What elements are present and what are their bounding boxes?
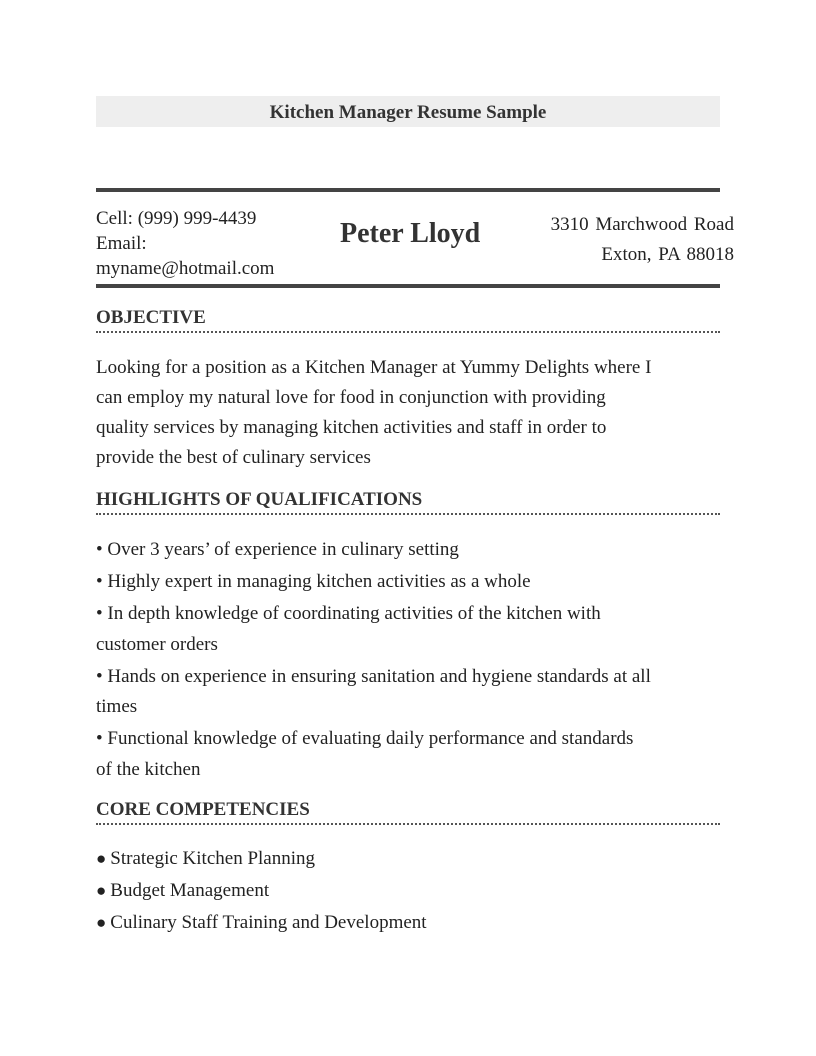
applicant-name: Peter Lloyd: [340, 218, 481, 249]
qualification-continuation: customer orders: [96, 633, 218, 655]
email-label: Email:: [96, 233, 147, 254]
qualification-item: • Highly expert in managing kitchen activities as a whole: [96, 571, 531, 592]
competency-label: Budget Management: [110, 880, 270, 901]
objective-heading: OBJECTIVE: [96, 307, 720, 333]
bullet-icon: ●: [96, 849, 107, 868]
competencies-list: [96, 844, 720, 939]
objective-text: [96, 353, 708, 473]
objective-line: quality services by managing kitchen activities and staff in order to: [96, 417, 607, 438]
header-bottom-rule: [96, 284, 720, 288]
bullet-icon: ●: [96, 881, 107, 900]
competency-item: [96, 876, 720, 907]
qualification-item: • In depth knowledge of coordinating activities of the kitchen with: [96, 603, 601, 624]
objective-line: Looking for a position as a Kitchen Manager at Yummy Delights where I: [96, 357, 652, 378]
email-address: myname@hotmail.com: [96, 258, 275, 279]
competency-item: [96, 908, 720, 939]
competency-label: Strategic Kitchen Planning: [110, 848, 316, 869]
qualifications-list: [96, 535, 720, 785]
objective-line: provide the best of culinary services: [96, 447, 371, 468]
header-top-rule: [96, 188, 720, 192]
cell-phone: Cell: (999) 999-4439: [96, 208, 257, 229]
contact-info: [96, 206, 326, 281]
competency-item: [96, 844, 720, 875]
competency-label: Culinary Staff Training and Development: [110, 912, 427, 933]
qualification-continuation: of the kitchen: [96, 758, 201, 780]
qualification-continuation: times: [96, 696, 138, 717]
address-line-2: Exton, PA 88018: [601, 244, 734, 265]
qualification-item: • Hands on experience in ensuring sanitation and hygiene standards at all: [96, 665, 651, 687]
qualifications-heading: HIGHLIGHTS OF QUALIFICATIONS: [96, 489, 720, 515]
objective-line: can employ my natural love for food in conjunction with providing: [96, 387, 606, 408]
address-line-1: 3310 Marchwood Road: [550, 214, 734, 235]
mailing-address: [506, 210, 734, 270]
bullet-icon: ●: [96, 913, 107, 932]
qualification-item: • Over 3 years’ of experience in culinary setting: [96, 539, 459, 560]
resume-page: [96, 0, 734, 1056]
qualification-item: • Functional knowledge of evaluating daily performance and standards: [96, 728, 634, 749]
competencies-heading: CORE COMPETENCIES: [96, 799, 720, 825]
document-title: Kitchen Manager Resume Sample: [96, 96, 720, 127]
